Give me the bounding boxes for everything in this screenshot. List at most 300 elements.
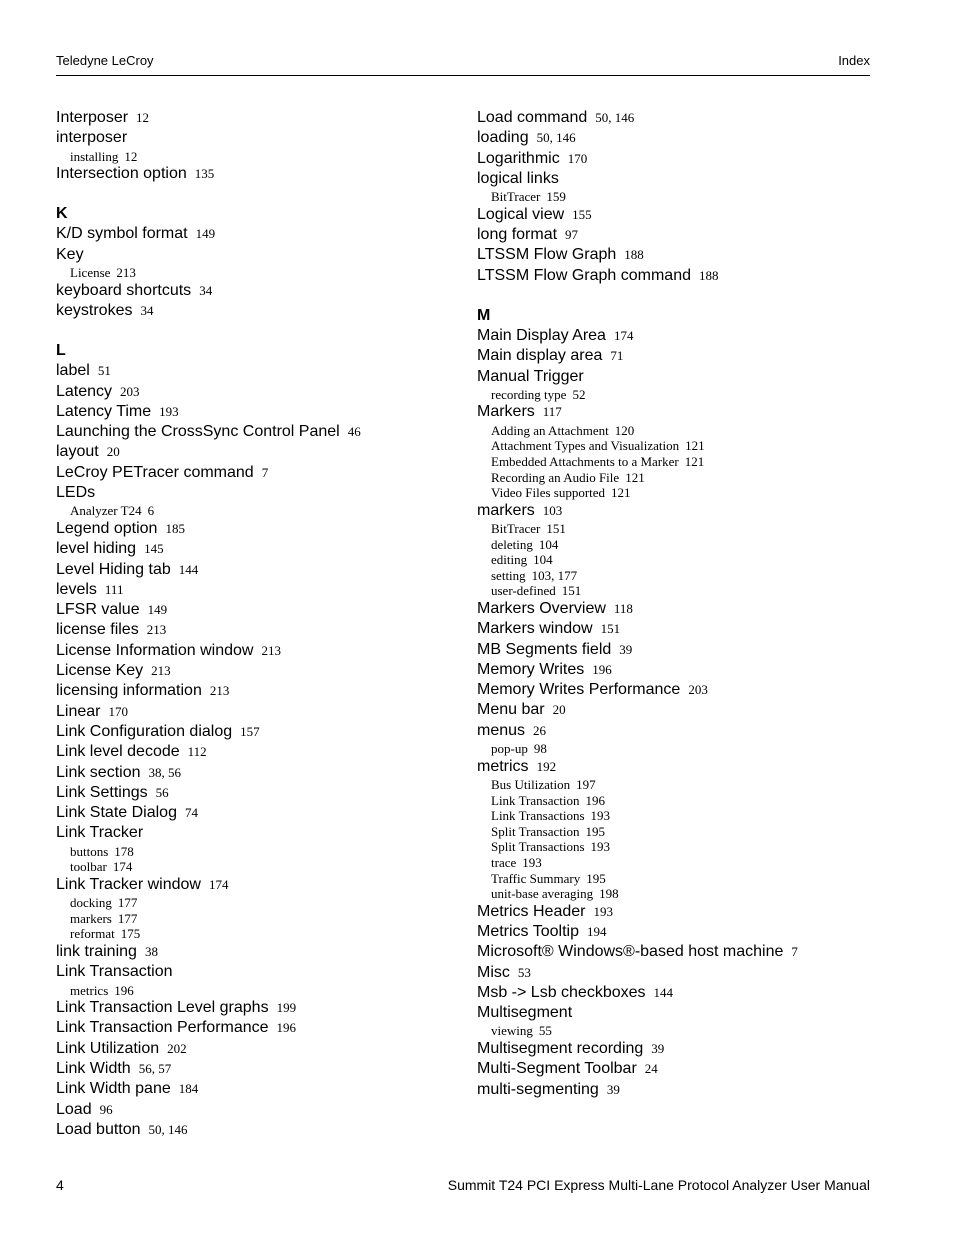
index-entry xyxy=(477,757,877,777)
index-page-ref: 149 xyxy=(195,226,216,242)
index-entry xyxy=(56,128,466,148)
index-subterm: Analyzer T24 xyxy=(70,503,142,519)
index-term: MB Segments field xyxy=(477,640,612,658)
index-term: label xyxy=(56,362,90,380)
index-term: Multisegment recording xyxy=(477,1040,644,1058)
index-term: Logarithmic xyxy=(477,149,560,167)
index-entry xyxy=(56,519,466,539)
index-subpage-ref: 197 xyxy=(576,776,596,792)
index-page-ref: 213 xyxy=(209,683,230,699)
index-entry xyxy=(477,266,877,286)
index-subentry xyxy=(477,824,877,840)
index-entry xyxy=(477,108,877,128)
index-entry xyxy=(477,721,877,741)
index-entry xyxy=(477,922,877,942)
index-entry xyxy=(477,346,877,366)
index-subpage-ref: 121 xyxy=(611,485,631,501)
index-term: Link Width xyxy=(56,1060,131,1078)
footer-manual-title: Summit T24 PCI Express Multi-Lane Protocol Analyzer User Manual xyxy=(447,1177,870,1193)
index-entry xyxy=(477,1059,877,1079)
index-letter-heading: M xyxy=(477,306,491,324)
index-subpage-ref: 196 xyxy=(585,792,605,808)
index-term: Launching the CrossSync Control Panel xyxy=(56,423,340,441)
index-term: Link Transaction xyxy=(56,963,173,981)
index-entry xyxy=(56,580,466,600)
index-page-ref: 56, 57 xyxy=(138,1061,172,1077)
index-entry xyxy=(477,225,877,245)
index-term: Markers window xyxy=(477,620,593,638)
index-subterm: Video Files supported xyxy=(491,485,606,501)
index-subpage-ref: 6 xyxy=(147,503,155,519)
index-subpage-ref: 177 xyxy=(117,910,138,926)
index-subentry xyxy=(477,741,877,757)
index-subterm: setting xyxy=(491,567,526,583)
index-term: menus xyxy=(477,721,526,739)
index-term: Main display area xyxy=(477,347,603,365)
index-page-ref: 112 xyxy=(187,744,207,760)
index-subpage-ref: 55 xyxy=(538,1023,552,1039)
index-page-ref: 213 xyxy=(261,642,281,658)
header-section-title: Index xyxy=(838,53,870,68)
index-page-ref: 203 xyxy=(688,682,708,698)
index-subpage-ref: 213 xyxy=(116,265,136,281)
index-page-ref: 118 xyxy=(613,600,633,616)
index-subpage-ref: 121 xyxy=(685,438,705,454)
index-subpage-ref: 196 xyxy=(114,982,134,998)
index-entry xyxy=(56,783,466,803)
index-entry xyxy=(477,402,877,422)
index-entry xyxy=(477,326,877,346)
index-entry xyxy=(56,1018,466,1038)
index-entry xyxy=(56,803,466,823)
index-term: Link level decode xyxy=(56,743,180,761)
index-entry xyxy=(477,128,877,148)
index-entry xyxy=(56,361,466,381)
index-page-ref: 196 xyxy=(592,661,612,677)
index-entry xyxy=(477,902,877,922)
index-term: interposer xyxy=(56,129,128,147)
index-page-ref: 34 xyxy=(199,282,213,298)
index-entry xyxy=(477,169,877,189)
index-subentry xyxy=(477,777,877,793)
index-subterm: markers xyxy=(70,910,112,926)
index-page-ref: 39 xyxy=(606,1081,620,1097)
index-term: Level Hiding tab xyxy=(56,560,171,578)
index-page-ref: 194 xyxy=(586,924,607,939)
index-entry xyxy=(56,402,466,422)
index-term: Link section xyxy=(56,763,141,781)
index-subterm: toolbar xyxy=(70,859,107,875)
index-page-ref: 20 xyxy=(552,702,566,718)
index-term: layout xyxy=(56,443,99,461)
index-subterm: Link Transactions xyxy=(491,808,585,824)
index-page-ref: 185 xyxy=(165,520,185,536)
index-page-ref: 46 xyxy=(347,424,361,440)
index-term: loading xyxy=(477,129,529,147)
index-page-ref: 96 xyxy=(99,1101,113,1117)
index-subentry xyxy=(477,1023,877,1039)
index-subpage-ref: 175 xyxy=(120,926,141,942)
index-page-ref: 50, 146 xyxy=(148,1121,188,1137)
index-entry xyxy=(56,164,466,184)
page-header xyxy=(56,53,870,76)
index-subentry xyxy=(477,552,877,568)
index-page-ref: 151 xyxy=(600,621,621,637)
index-subpage-ref: 193 xyxy=(522,854,542,870)
index-subterm: viewing xyxy=(491,1023,533,1039)
index-entry xyxy=(477,660,877,680)
index-subterm: Adding an Attachment xyxy=(491,422,609,438)
page-number: 4 xyxy=(56,1177,64,1193)
index-page-ref: 149 xyxy=(147,602,168,618)
index-term: Memory Writes Performance xyxy=(477,681,681,699)
index-page-ref: 174 xyxy=(208,876,229,892)
index-page-ref: 97 xyxy=(565,227,579,243)
index-subpage-ref: 193 xyxy=(590,839,611,855)
index-entry xyxy=(56,962,466,982)
index-subentry xyxy=(56,859,466,875)
index-term: LeCroy PETracer command xyxy=(56,463,254,481)
index-subpage-ref: 12 xyxy=(124,148,138,164)
index-page-ref: 7 xyxy=(791,944,798,960)
index-subterm: License xyxy=(70,265,111,281)
index-subentry xyxy=(56,895,466,911)
index-page-ref: 157 xyxy=(240,723,260,739)
index-page-ref: 174 xyxy=(613,327,634,343)
index-term: LFSR value xyxy=(56,601,140,619)
index-term: Load command xyxy=(477,109,588,126)
index-page-ref: 20 xyxy=(106,444,120,460)
index-subterm: Traffic Summary xyxy=(491,870,581,886)
index-term: metrics xyxy=(477,757,529,775)
index-entry xyxy=(477,680,877,700)
index-term: license files xyxy=(56,621,139,639)
index-entry xyxy=(56,1120,466,1140)
index-term: multi-segmenting xyxy=(477,1080,599,1098)
index-entry xyxy=(56,763,466,783)
index-page-ref: 192 xyxy=(536,758,557,774)
index-entry xyxy=(56,539,466,559)
index-subentry xyxy=(56,911,466,927)
index-term: LEDs xyxy=(56,484,96,502)
index-subentry xyxy=(477,423,877,439)
index-subterm: Bus Utilization xyxy=(491,776,571,792)
index-entry xyxy=(477,983,877,1003)
index-term: Link Width pane xyxy=(56,1080,171,1098)
index-subpage-ref: 121 xyxy=(625,469,645,485)
index-entry xyxy=(56,1100,466,1120)
index-subterm: Split Transaction xyxy=(491,823,580,839)
index-subpage-ref: 98 xyxy=(533,741,547,757)
index-subpage-ref: 52 xyxy=(572,386,586,402)
index-page-ref: 50, 146 xyxy=(595,110,635,125)
index-entry xyxy=(477,1039,877,1059)
index-subpage-ref: 104 xyxy=(538,536,559,552)
index-subentry xyxy=(477,454,877,470)
index-letter-group xyxy=(56,341,466,1140)
index-subterm: installing xyxy=(70,148,119,164)
index-letter-group xyxy=(56,108,466,184)
index-term: level hiding xyxy=(56,540,137,558)
index-subentry xyxy=(477,793,877,809)
index-entry xyxy=(56,224,466,244)
index-entry xyxy=(56,1039,466,1059)
index-page-ref: 193 xyxy=(159,403,179,419)
index-page-ref: 39 xyxy=(619,641,633,657)
index-page-ref: 144 xyxy=(178,561,199,577)
index-entry xyxy=(56,722,466,742)
index-entry xyxy=(56,108,466,128)
index-term: Link Transaction Level graphs xyxy=(56,999,269,1017)
index-term: long format xyxy=(477,226,558,244)
index-subterm: editing xyxy=(491,552,528,568)
index-entry xyxy=(477,1003,877,1023)
index-entry xyxy=(477,245,877,265)
index-term: Multi-Segment Toolbar xyxy=(477,1060,637,1078)
index-term: Microsoft® Windows®-based host machine xyxy=(477,943,784,961)
index-entry xyxy=(477,367,877,387)
index-subentry xyxy=(477,886,877,902)
index-subpage-ref: 159 xyxy=(546,189,566,205)
index-entry xyxy=(477,963,877,983)
index-subpage-ref: 195 xyxy=(586,870,606,886)
index-subpage-ref: 151 xyxy=(546,521,566,537)
index-entry xyxy=(477,640,877,660)
index-subpage-ref: 151 xyxy=(561,583,582,599)
index-subentry xyxy=(477,189,877,205)
index-term: Interposer xyxy=(56,109,129,126)
index-term: Key xyxy=(56,245,84,263)
index-subterm: BitTracer xyxy=(491,189,541,205)
index-subentry xyxy=(477,438,877,454)
index-term: Msb -> Lsb checkboxes xyxy=(477,983,646,1001)
index-term: Link Tracker xyxy=(56,824,144,842)
index-entry xyxy=(56,301,466,321)
index-entry xyxy=(56,245,466,265)
index-page-ref: 184 xyxy=(178,1081,199,1097)
index-subterm: Split Transactions xyxy=(491,839,585,855)
index-page-ref: 74 xyxy=(184,805,198,821)
index-subentry xyxy=(477,521,877,537)
index-column-left xyxy=(56,108,466,1140)
index-page-ref: 193 xyxy=(593,903,613,919)
index-term: License Key xyxy=(56,662,144,680)
index-term: Intersection option xyxy=(56,165,187,183)
index-subentry xyxy=(477,387,877,403)
index-page-ref: 26 xyxy=(533,722,547,738)
index-letter-heading: L xyxy=(56,342,66,360)
index-entry xyxy=(56,281,466,301)
index-subpage-ref: 174 xyxy=(112,859,133,875)
index-entry xyxy=(56,620,466,640)
index-page-ref: 51 xyxy=(97,363,111,379)
index-term: markers xyxy=(477,501,535,519)
index-term: link training xyxy=(56,942,137,960)
index-letter-heading: K xyxy=(56,205,68,223)
index-page-ref: 188 xyxy=(624,247,644,263)
index-entry xyxy=(56,382,466,402)
index-entry xyxy=(477,205,877,225)
index-entry xyxy=(56,661,466,681)
index-subterm: deleting xyxy=(491,536,533,552)
index-subpage-ref: 198 xyxy=(599,886,619,902)
index-page-ref: 39 xyxy=(651,1041,665,1057)
index-page-ref: 145 xyxy=(144,541,164,557)
index-subterm: unit-base averaging xyxy=(491,886,594,902)
index-term: Manual Trigger xyxy=(477,367,584,385)
index-subpage-ref: 195 xyxy=(585,823,605,839)
index-subentry xyxy=(56,844,466,860)
index-entry xyxy=(56,463,466,483)
index-entry xyxy=(56,742,466,762)
index-page-ref: 188 xyxy=(699,267,719,283)
index-subentry xyxy=(56,983,466,999)
index-subentry xyxy=(56,926,466,942)
index-term: Link Tracker window xyxy=(56,875,201,893)
index-subterm: metrics xyxy=(70,982,109,998)
index-subpage-ref: 193 xyxy=(590,808,611,824)
index-subterm: BitTracer xyxy=(491,521,541,537)
index-page-ref: 199 xyxy=(276,1000,297,1016)
index-page-ref: 202 xyxy=(167,1040,187,1056)
index-term: Load xyxy=(56,1100,92,1118)
index-page-ref: 144 xyxy=(653,984,674,1000)
index-subterm: Recording an Audio File xyxy=(491,469,620,485)
index-page-ref: 111 xyxy=(104,581,124,597)
index-entry xyxy=(477,501,877,521)
index-entry xyxy=(56,641,466,661)
index-subentry xyxy=(477,839,877,855)
index-term: keyboard shortcuts xyxy=(56,281,192,299)
index-page-ref: 71 xyxy=(610,348,624,364)
index-letter-group xyxy=(477,306,877,1100)
index-subterm: docking xyxy=(70,895,112,911)
index-entry xyxy=(56,483,466,503)
index-subterm: Link Transaction xyxy=(491,792,580,808)
index-page-ref: 213 xyxy=(151,663,171,679)
index-entry xyxy=(477,619,877,639)
index-term: Link Settings xyxy=(56,783,148,801)
index-term: levels xyxy=(56,580,97,598)
index-letter-group xyxy=(477,108,877,286)
index-subterm: Attachment Types and Visualization xyxy=(491,438,680,454)
index-subpage-ref: 120 xyxy=(614,422,635,438)
index-term: Latency Time xyxy=(56,402,152,420)
index-subentry xyxy=(477,855,877,871)
index-subpage-ref: 178 xyxy=(114,843,134,859)
index-term: Markers Overview xyxy=(477,599,606,617)
header-publisher: Teledyne LeCroy xyxy=(56,53,154,68)
index-subentry xyxy=(56,149,466,165)
index-subterm: recording type xyxy=(491,386,567,402)
index-term: Misc xyxy=(477,963,510,981)
index-entry xyxy=(56,681,466,701)
index-term: Latency xyxy=(56,382,113,400)
index-page-ref: 50, 146 xyxy=(536,130,576,146)
index-subterm: trace xyxy=(491,854,517,870)
index-subterm: buttons xyxy=(70,843,109,859)
index-term: Multisegment xyxy=(477,1004,573,1022)
index-page-ref: 34 xyxy=(140,302,154,318)
index-term: licensing information xyxy=(56,682,202,700)
index-subpage-ref: 103, 177 xyxy=(531,567,578,583)
index-term: Menu bar xyxy=(477,701,545,719)
index-subpage-ref: 121 xyxy=(684,453,705,469)
index-term: Metrics Tooltip xyxy=(477,923,579,940)
index-subentry xyxy=(56,503,466,519)
index-subentry xyxy=(56,265,466,281)
index-entry xyxy=(477,1080,877,1100)
index-page-ref: 196 xyxy=(276,1020,297,1036)
index-entry xyxy=(477,149,877,169)
index-page-ref: 117 xyxy=(542,404,562,420)
index-term: Memory Writes xyxy=(477,660,585,678)
index-subentry xyxy=(477,871,877,887)
index-page-ref: 170 xyxy=(567,150,588,166)
index-subterm: pop-up xyxy=(491,741,528,757)
index-subpage-ref: 104 xyxy=(533,552,553,568)
index-entry xyxy=(477,599,877,619)
index-term: K/D symbol format xyxy=(56,225,188,243)
index-entry xyxy=(56,422,466,442)
index-letter-group xyxy=(56,204,466,321)
index-page-ref: 53 xyxy=(517,964,531,980)
index-page-ref: 12 xyxy=(136,110,150,125)
index-subpage-ref: 177 xyxy=(117,895,138,911)
index-page-ref: 38 xyxy=(144,943,158,959)
index-page-ref: 38, 56 xyxy=(148,764,181,780)
index-page-ref: 170 xyxy=(108,703,128,719)
index-page-ref: 7 xyxy=(261,464,269,480)
index-page-ref: 213 xyxy=(146,622,167,638)
index-subentry xyxy=(477,583,877,599)
index-subentry xyxy=(477,568,877,584)
index-term: Link State Dialog xyxy=(56,804,177,822)
index-column-right xyxy=(477,108,877,1100)
index-page-ref: 24 xyxy=(644,1061,658,1077)
index-entry xyxy=(56,1079,466,1099)
index-page-ref: 103 xyxy=(542,502,563,518)
index-term: Legend option xyxy=(56,519,158,537)
index-entry xyxy=(477,942,877,962)
index-page-ref: 135 xyxy=(194,166,215,182)
index-page-ref: 203 xyxy=(120,383,140,399)
index-subentry xyxy=(477,537,877,553)
index-subterm: user-defined xyxy=(491,583,556,599)
index-entry xyxy=(56,942,466,962)
index-term: Main Display Area xyxy=(477,326,606,344)
index-page-ref: 56 xyxy=(155,784,169,800)
index-term: Linear xyxy=(56,702,101,720)
index-term: Markers xyxy=(477,403,535,421)
index-term: Link Transaction Performance xyxy=(56,1019,269,1037)
index-entry xyxy=(56,823,466,843)
index-entry xyxy=(56,702,466,722)
index-subterm: reformat xyxy=(70,926,115,942)
index-entry xyxy=(56,600,466,620)
index-term: Link Utilization xyxy=(56,1039,160,1057)
index-entry xyxy=(56,1059,466,1079)
index-term: License Information window xyxy=(56,641,254,659)
index-entry xyxy=(56,442,466,462)
index-term: Load button xyxy=(56,1120,141,1138)
index-entry xyxy=(56,998,466,1018)
index-entry xyxy=(56,875,466,895)
index-term: LTSSM Flow Graph command xyxy=(477,266,691,284)
index-page-ref: 155 xyxy=(572,206,592,222)
index-subentry xyxy=(477,808,877,824)
index-term: Metrics Header xyxy=(477,902,586,920)
